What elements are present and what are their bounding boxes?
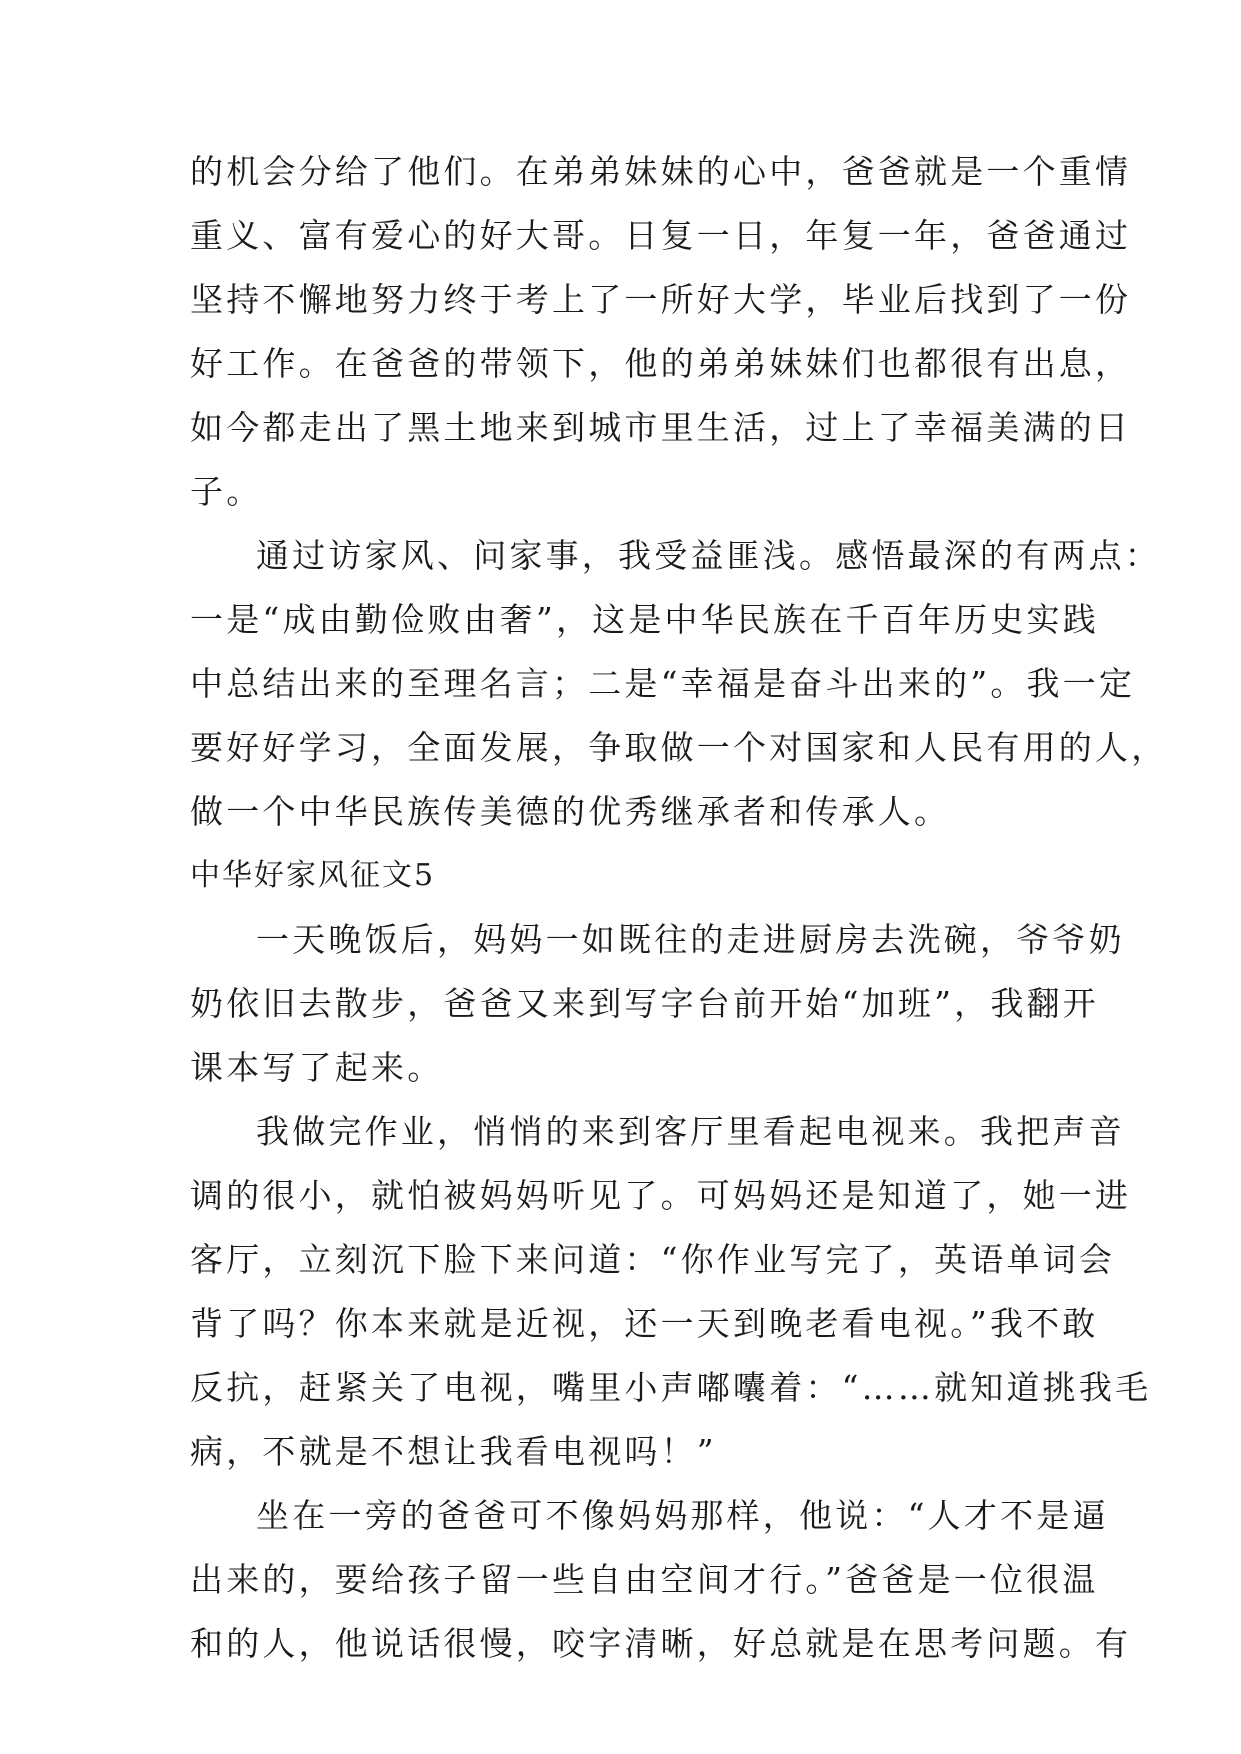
text-line: 的机会分给了他们。在弟弟妹妹的心中，爸爸就是一个重情 — [190, 152, 1132, 191]
text-line: 要好好学习，全面发展，争取做一个对国家和人民有用的人， — [190, 728, 1168, 767]
paragraph-start-line: 一天晚饭后，妈妈一如既往的走进厨房去洗碗，爷爷奶 — [256, 920, 1125, 959]
text-line: 客厅，立刻沉下脸下来问道：“你作业写完了，英语单词会 — [190, 1240, 1116, 1279]
section-heading: 中华好家风征文5 — [190, 858, 436, 893]
text-line: 奶依旧去散步，爸爸又来到写字台前开始“加班”，我翻开 — [190, 984, 1099, 1023]
text-line: 如今都走出了黑土地来到城市里生活，过上了幸福美满的日 — [190, 408, 1132, 447]
paragraph-start-line: 通过访家风、问家事，我受益匪浅。感悟最深的有两点： — [256, 536, 1161, 575]
text-line: 重义、富有爱心的好大哥。日复一日，年复一年，爸爸通过 — [190, 216, 1132, 255]
text-line: 背了吗？你本来就是近视，还一天到晚老看电视。”我不敢 — [190, 1304, 1099, 1343]
text-line: 好工作。在爸爸的带领下，他的弟弟妹妹们也都很有出息， — [190, 344, 1132, 383]
text-line: 和的人，他说话很慢，咬字清晰，好总就是在思考问题。有 — [190, 1624, 1132, 1663]
text-line: 病，不就是不想让我看电视吗！” — [190, 1432, 717, 1471]
text-line: 出来的，要给孩子留一些自由空间才行。”爸爸是一位很温 — [190, 1560, 1099, 1599]
text-line: 反抗，赶紧关了电视，嘴里小声嘟囔着：“……就知道挑我毛 — [190, 1368, 1152, 1407]
document-body — [190, 140, 1168, 1676]
text-line: 子。 — [190, 472, 263, 511]
text-line: 中总结出来的至理名言；二是“幸福是奋斗出来的”。我一定 — [190, 664, 1136, 703]
text-line: 调的很小，就怕被妈妈听见了。可妈妈还是知道了，她一进 — [190, 1176, 1132, 1215]
text-line: 课本写了起来。 — [190, 1048, 444, 1087]
paragraph-start-line: 我做完作业，悄悄的来到客厅里看起电视来。我把声音 — [256, 1112, 1125, 1151]
text-line: 一是“成由勤俭败由奢”，这是中华民族在千百年历史实践 — [190, 600, 1099, 639]
paragraph-start-line: 坐在一旁的爸爸可不像妈妈那样，他说：“人才不是逼 — [256, 1496, 1109, 1535]
text-line: 做一个中华民族传美德的优秀继承者和传承人。 — [190, 792, 951, 831]
text-line: 坚持不懈地努力终于考上了一所好大学，毕业后找到了一份 — [190, 280, 1132, 319]
